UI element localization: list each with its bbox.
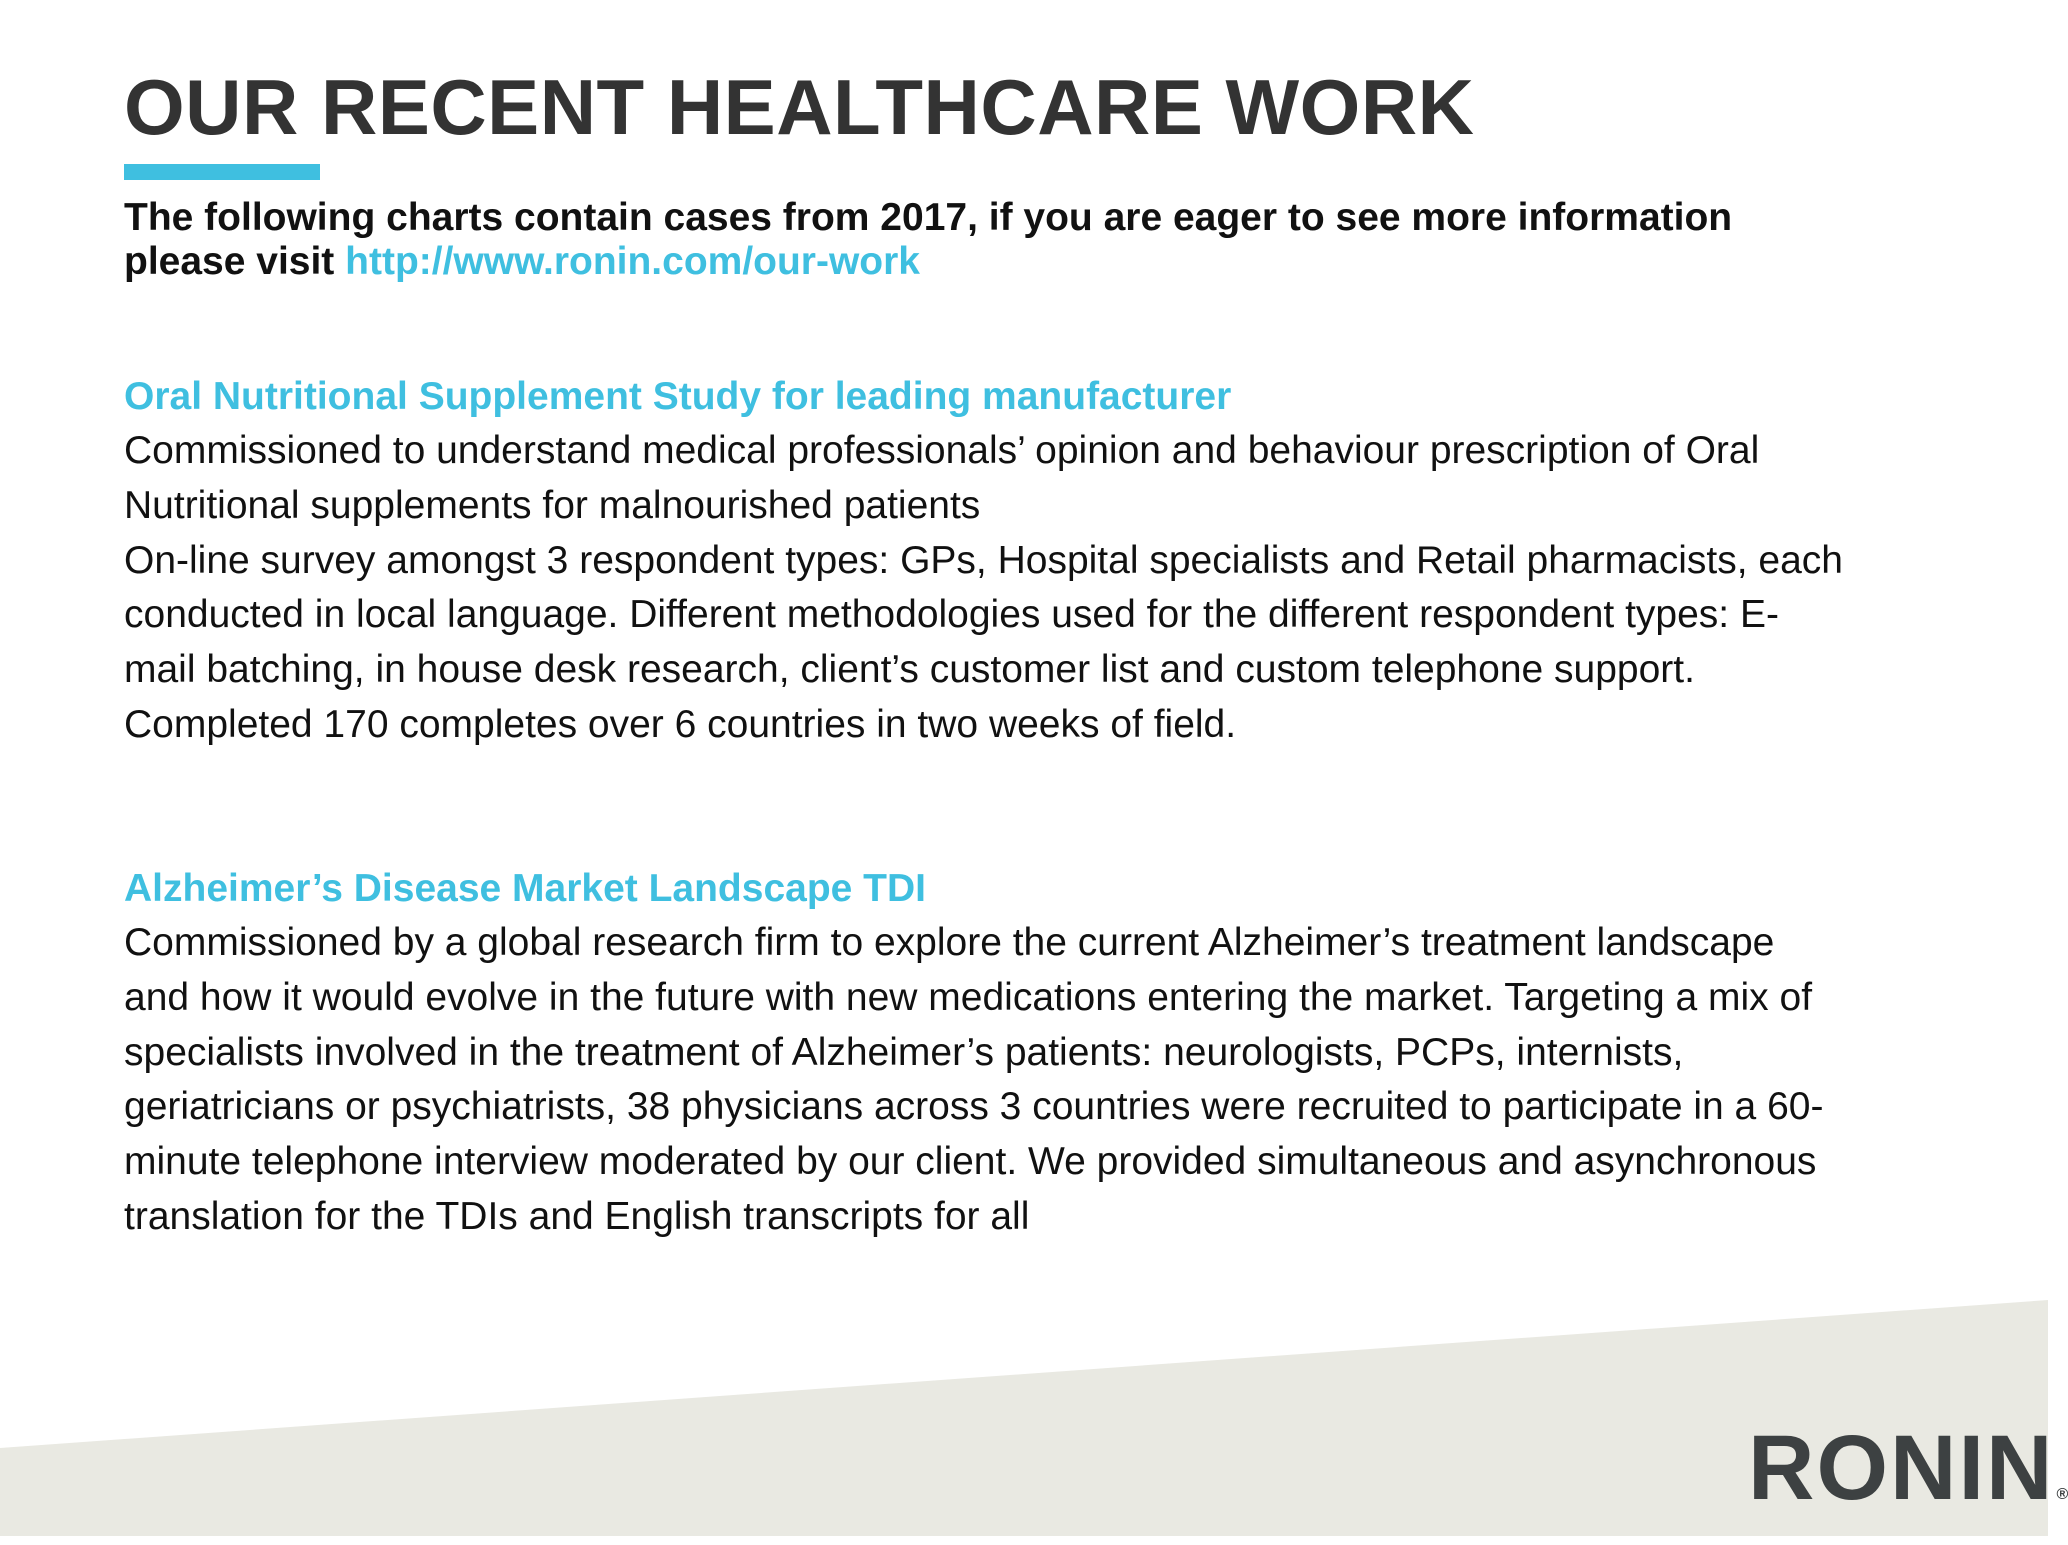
case-paragraph: Commissioned to understand medical professionals’ opinion and behaviour prescription of Oral Nutritional supplements for malnourished patients bbox=[124, 429, 1760, 527]
registered-mark: ® bbox=[2056, 1486, 2068, 1503]
intro-text bbox=[124, 196, 1844, 284]
title-underline bbox=[124, 164, 320, 180]
case-title: Alzheimer’s Disease Market Landscape TDI bbox=[124, 867, 926, 910]
page-title: OUR RECENT HEALTHCARE WORK bbox=[124, 63, 1475, 151]
intro-line-1: The following charts contain cases from 2017, if you are eager to see more information bbox=[124, 196, 1733, 239]
logo-wordmark: RONIN bbox=[1748, 1417, 2055, 1519]
case-paragraph: Commissioned by a global research firm to explore the current Alzheimer’s treatment landscape and how it would evolve in the future with new medications entering the market. Targeting a mix of specialists involved in the treatment of Alzheimer’s patients: neurologists, PCPs, internists, geriatricians or psychiatrists, 38 physicians across 3 countries were recruited to participate in a 60-minute telephone interview moderated by our client. We provided simultaneous and asynchronous translation for the TDIs and English transcripts for all bbox=[124, 921, 1824, 1238]
case-paragraph: Completed 170 completes over 6 countries in two weeks of field. bbox=[124, 702, 1237, 746]
case-paragraph: On-line survey amongst 3 respondent types: GPs, Hospital specialists and Retail pharmacists, each conducted in local language. Different methodologies used for the different respondent types: E-mail batching, in house desk research, client’s customer list and custom telephone support. bbox=[124, 538, 1843, 692]
case-study-alzheimers bbox=[124, 862, 1844, 1245]
case-title: Oral Nutritional Supplement Study for leading manufacturer bbox=[124, 375, 1232, 418]
case-study-oral-nutritional bbox=[124, 370, 1844, 753]
our-work-link[interactable]: http://www.ronin.com/our-work bbox=[345, 240, 920, 283]
ronin-logo bbox=[1748, 1418, 2068, 1545]
intro-prefix: please visit bbox=[124, 240, 346, 283]
